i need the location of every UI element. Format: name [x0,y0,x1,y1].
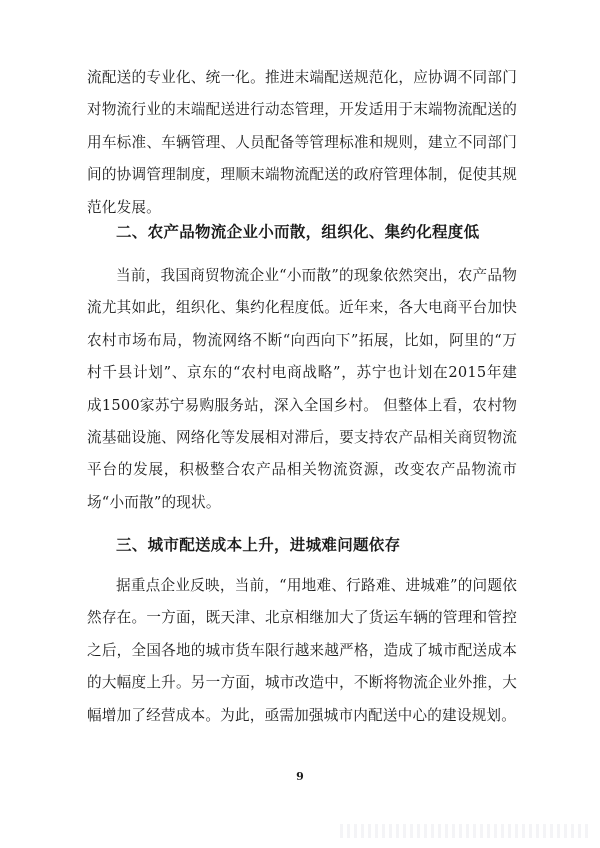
paragraph-agri-logistics: 当前，我国商贸物流企业“小而散”的现象依然突出，农产品物流尤其如此，组织化、集约化程度低。近年来，各大电商平台加快农村市场布局，物流网络不断“向西向下”拓展，比如，阿里的“万村千县计划”、京东的“农村电商战略”，苏宁也计划在2015年建成1500家苏宁易购服务站，深入全国乡村。 但整体上看，农村物流基础设施、网络化等发展相对滞后，要支持农产品相关商贸物流平台的发展，积极整合农产品相关物流资源，改变农产品物流市场“小而散”的现状。 [87,267,517,511]
section-heading-2: 二、农产品物流企业小而散，组织化、集约化程度低 [116,223,480,241]
page-number: 9 [296,770,304,783]
scan-watermark [340,824,590,838]
section-heading-3: 三、城市配送成本上升，进城难问题依存 [116,536,401,554]
paragraph-end-distribution: 流配送的专业化、统一化。推进末端配送规范化，应协调不同部门对物流行业的末端配送进行动态管理，开发适用于末端物流配送的用车标准、车辆管理、人员配备等管理标准和规则，建立不同部门间的协调管理制度，理顺末端物流配送的政府管理体制，促使其规范化发展。 [87,69,517,216]
paragraph-city-distribution: 据重点企业反映，当前，“用地难、行路难、进城难”的问题依然存在。一方面，既天津、北京相继加大了货运车辆的管理和管控之后，全国各地的城市货车限行越来越严格，造成了城市配送成本的大幅度上升。另一方面，城市改造中，不断将物流企业外推，大幅增加了经营成本。为此，亟需加强城市内配送中心的建设规划。 [87,577,517,724]
